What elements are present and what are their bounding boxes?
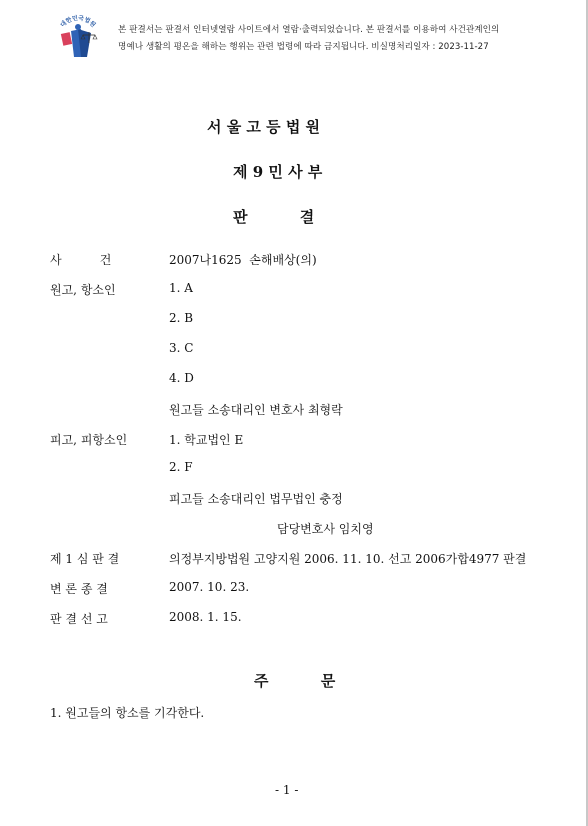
case-value: 2007나1625 손해배상(의) [169, 253, 317, 267]
judgment-date-label: 판 결 선 고 [50, 612, 108, 626]
court-logo [51, 13, 106, 61]
order-heading: 주 문 [254, 672, 336, 690]
plaintiff-item: 1. A [169, 281, 193, 295]
division-name: 제 9 민 사 부 [233, 163, 323, 181]
defendant-item: 2. F [169, 460, 193, 474]
plaintiff-item: 4. D [169, 371, 194, 385]
defendant-counsel-attorney: 담당변호사 임치영 [277, 522, 374, 536]
document-type: 판 결 [233, 208, 315, 226]
plaintiff-label: 원고, 항소인 [50, 283, 116, 297]
defendant-label: 피고, 피항소인 [50, 433, 128, 447]
notice-line-2: 명예나 생활의 평온을 해하는 행위는 관련 법령에 따라 금지됩니다. 비실명처리일자 : 2023-11-27 [118, 42, 489, 52]
court-name: 서 울 고 등 법 원 [207, 118, 321, 136]
first-instance-value: 의정부지방법원 고양지원 2006. 11. 10. 선고 2006가합4977 판결 [169, 552, 527, 566]
plaintiff-item: 2. B [169, 311, 194, 325]
defendant-counsel: 피고들 소송대리인 법무법인 충정 [169, 492, 343, 506]
argument-end-value: 2007. 10. 23. [169, 580, 250, 594]
plaintiff-item: 3. C [169, 341, 194, 355]
page-number: - 1 - [275, 783, 299, 797]
case-label: 사 건 [50, 253, 112, 267]
argument-end-label: 변 론 종 결 [50, 582, 108, 596]
order-item: 1. 원고들의 항소를 기각한다. [50, 706, 205, 720]
first-instance-label: 제 1 심 판 결 [50, 552, 120, 566]
judgment-date-value: 2008. 1. 15. [169, 610, 242, 624]
notice-line-1: 본 판결서는 판결서 인터넷열람 사이트에서 열람·출력되었습니다. 본 판결서를 이용하여 사건관계인의 [118, 25, 500, 35]
defendant-item: 1. 학교법인 E [169, 433, 244, 447]
logo-text: 대한민국법원 [59, 14, 97, 29]
plaintiff-counsel: 원고들 소송대리인 변호사 최형락 [169, 403, 343, 417]
